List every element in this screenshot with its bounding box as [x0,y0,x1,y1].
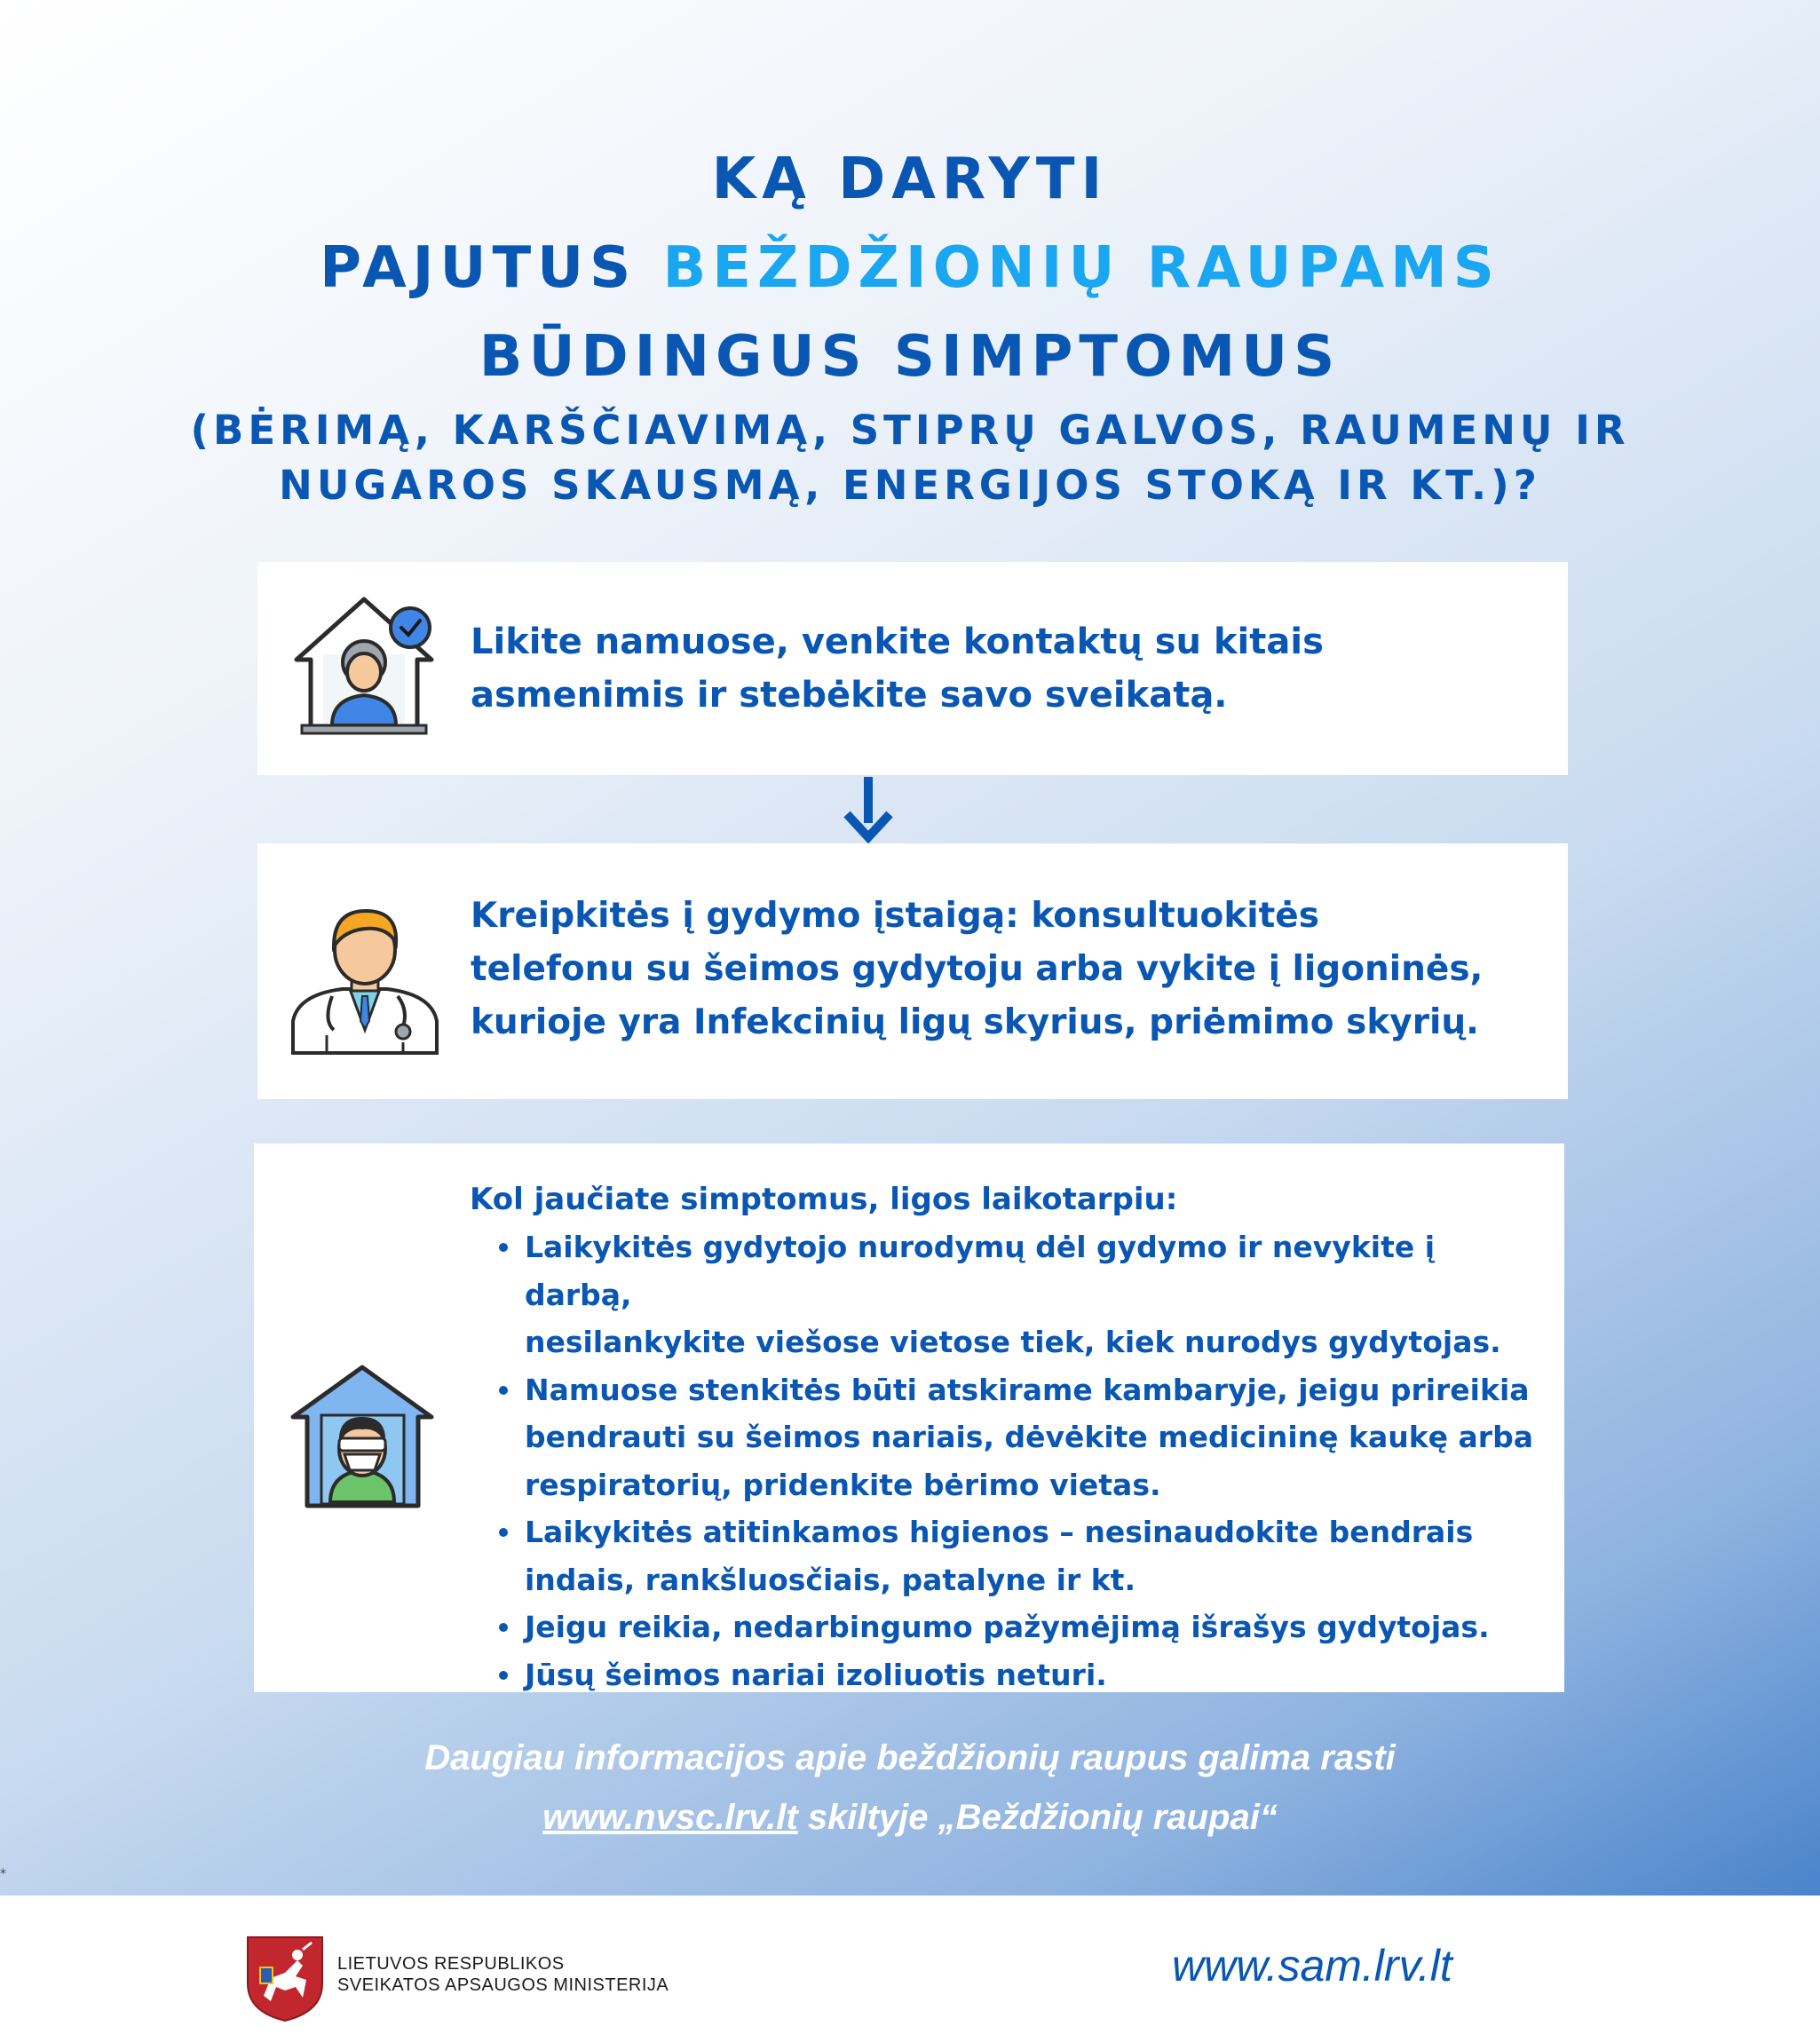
step-2-line-2: telefonu su šeimos gydytoju arba vykite į ligoninės, [471,949,1484,989]
title-highlight: BEŽDŽIONIŲ RAUPAMS [662,235,1500,301]
title-line-2 [0,235,1820,301]
footnote-marker: * [0,1867,6,1881]
more-info-line-2 [0,1798,1820,1838]
isolation-bullet-list [495,1223,1543,1698]
bullet-3-line-1: Laikykitės atitinkamos higienos – nesinaudokite bendrais [525,1515,1474,1549]
step-2-line-3: kurioje yra Infekcinių ligų skyrius, priėmimo skyrių. [471,1002,1479,1042]
bullet-item [495,1603,1543,1651]
house-person-check-icon [293,596,435,738]
arrow-down-icon [842,777,895,848]
bullet-item [495,1223,1543,1366]
bullet-1-line-1: Laikykitės gydytojo nurodymų dėl gydymo ir nevykite į darbą, [525,1230,1436,1312]
step-2-text [471,890,1563,1049]
step-1-text [471,615,1536,722]
title-line-1: KĄ DARYTI [711,146,1109,212]
step-card-stay-home [257,562,1568,775]
step-card-contact-doctor [257,843,1568,1099]
bullet-1-line-2: nesilankykite viešose vietose tiek, kiek nurodys gydytojas. [525,1325,1501,1359]
lithuanian-coat-of-arms-icon [244,1934,326,2022]
more-info-line-1: Daugiau informacijos apie beždžionių raupus galima rasti [424,1738,1396,1777]
bullet-4-line-1: Jeigu reikia, nedarbingumo pažymėjimą išrašys gydytojas. [525,1610,1490,1644]
sam-website-link[interactable]: www.sam.lrv.lt [1172,1941,1452,1991]
masked-person-house-icon [289,1364,436,1510]
bullet-2-line-2: bendrauti su šeimos nariais, dėvėkite medicininę kaukę arba [525,1420,1533,1454]
isolation-intro: Kol jaučiate simptomus, ligos laikotarpiu: [470,1182,1178,1217]
step-2-line-1: Kreipkitės į gydymo įstaigą: konsultuokitės [471,896,1319,936]
bullet-3-line-2: indais, rankšluosčiais, patalyne ir kt. [525,1562,1136,1597]
subtitle-line-2: NUGAROS SKAUSMĄ, ENERGIJOS STOKĄ IR KT.)? [279,462,1541,509]
step-1-line-2: asmenimis ir stebėkite savo sveikatą. [471,675,1228,716]
bullet-5-line-1: Jūsų šeimos nariai izoliuotis neturi. [525,1657,1107,1692]
ministry-name [337,1953,669,1996]
bullet-item [495,1366,1543,1509]
bullet-2-line-3: respiratorių, pridenkite bėrimo vietas. [525,1467,1161,1502]
bullet-item [495,1508,1543,1603]
subtitle-line-1: (BĖRIMĄ, KARŠČIAVIMĄ, STIPRŲ GALVOS, RAUMENŲ IR [190,407,1630,454]
step-card-isolation-rules [254,1144,1564,1692]
ministry-line-2: SVEIKATOS APSAUGOS MINISTERIJA [337,1975,669,1995]
title-line-2-prefix: PAJUTUS [320,235,663,301]
title-line-3: BŪDINGUS SIMPTOMUS [479,324,1341,390]
bullet-2-line-1: Namuose stenkitės būti atskirame kambaryje, jeigu prireikia [525,1372,1530,1407]
step-1-line-1: Likite namuose, venkite kontaktų su kitais [471,621,1324,662]
more-info-suffix: skiltyje „Beždžionių raupai“ [797,1798,1278,1837]
nvsc-link[interactable]: www.nvsc.lrv.lt [542,1798,798,1837]
bullet-item [495,1651,1543,1699]
ministry-line-1: LIETUVOS RESPUBLIKOS [337,1954,565,1974]
doctor-icon [289,897,440,1057]
